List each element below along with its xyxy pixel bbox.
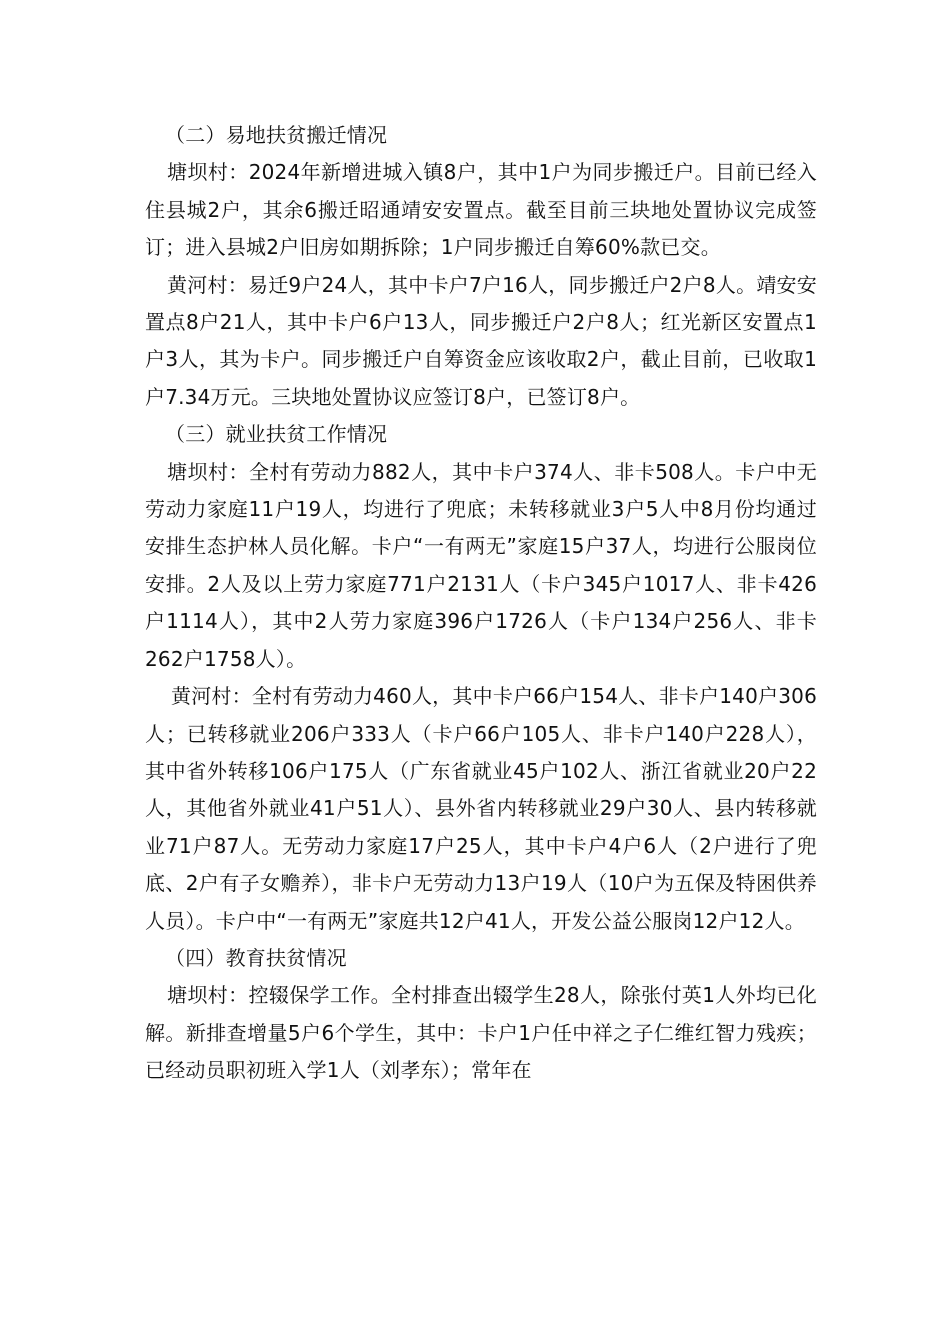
section-heading-relocation: （二）易地扶贫搬迁情况 — [165, 123, 388, 147]
paragraph-tangba-relocation: 塘坝村：2024年新增进城入镇8户，其中1户为同步搬迁户。目前已经入住县城2户，其余6搬迁昭通靖安安置点。截至目前三块地处置协议完成签订；进入县城2户旧房如期拆除；1户同步搬迁自筹60%款已交。 — [145, 160, 817, 260]
section-heading-employment: （三）就业扶贫工作情况 — [165, 422, 388, 447]
paragraph-tangba-education: 塘坝村：控辍保学工作。全村排查出辍学生28人，除张付英1人外均已化解。新排查增量5户6个学生，其中：卡户1户任中祥之子仁维红智力残疾；已经动员职初班入学1人（刘孝东）；常年在 — [145, 983, 817, 1083]
document-body — [145, 117, 817, 1090]
paragraph-tangba-employment: 塘坝村：全村有劳动力882人，其中卡户374人、非卡508人。卡户中无劳动力家庭11户19人，均进行了兜底；未转移就业3户5人中8月份均通过安排生态护林人员化解。卡户“一有两无”家庭15户37人，均进行公服岗位安排。2人及以上劳力家庭771户2131人（卡户345户1017人、非卡426户1114人），其中2人劳力家庭396户1726人（卡户134户256人、非卡262户1758人）。 — [145, 459, 817, 671]
section-heading-education: （四）教育扶贫情况 — [165, 945, 347, 970]
paragraph-huanghe-relocation: 黄河村：易迁9户24人，其中卡户7户16人，同步搬迁户2户8人。靖安安置点8户21人，其中卡户6户13人，同步搬迁户2户8人；红光新区安置点1户3人，其为卡户。同步搬迁户自筹资金应该收取2户，截止目前，已收取1户7.34万元。三块地处置协议应签订8户，已签订8户。 — [145, 272, 817, 409]
paragraph-huanghe-employment: 黄河村：全村有劳动力460人，其中卡户66户154人、非卡户140户306人；已转移就业206户333人（卡户66户105人、非卡户140户228人），其中省外转移106户175人（广东省就业45户102人、浙江省就业20户22人，其他省外就业41户51人）、县外省内转移就业29户30人、县内转移就业71户87人。无劳动力家庭17户25人，其中卡户4户6人（2户进行了兜底、2户有子女赡养），非卡户无劳动力13户19人（10户为五保及特困供养人员）。卡户中“一有两无”家庭共12户41人，开发公益公服岗12户12人。 — [145, 684, 817, 933]
